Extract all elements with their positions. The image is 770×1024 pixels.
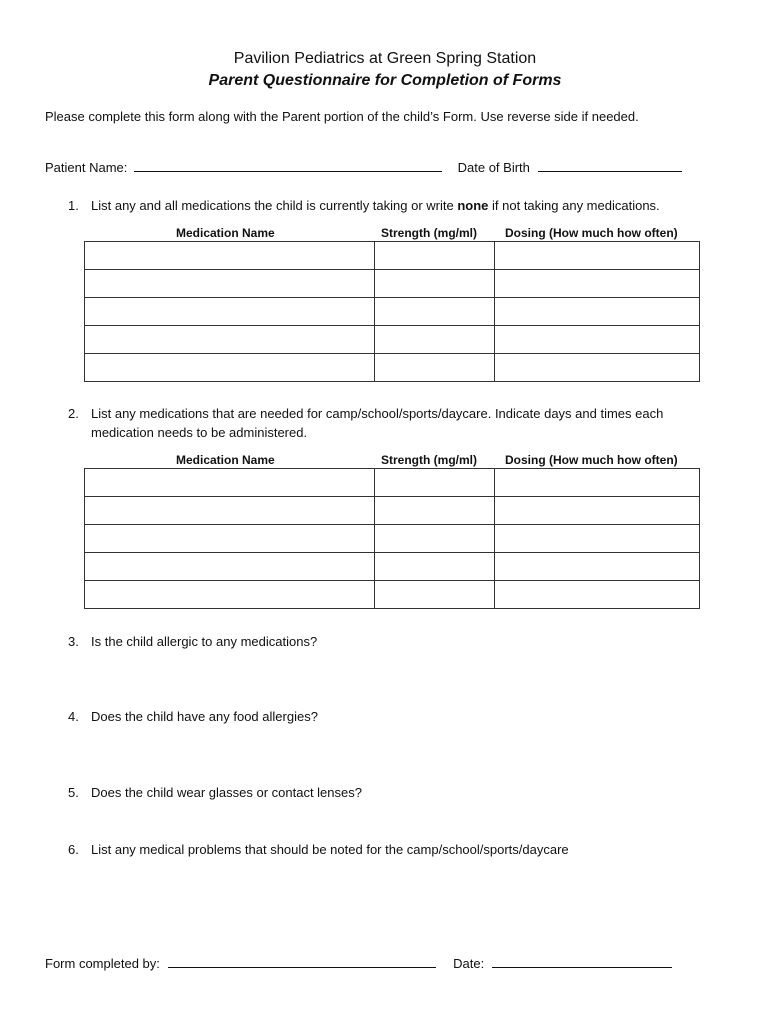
dosing-cell[interactable] [495, 581, 700, 609]
question-text: List any medications that are needed for camp/school/sports/daycare. Indicate days and times each medication needs to be administered. [91, 406, 664, 440]
completed-by-row [45, 955, 672, 971]
question-text: List any and all medications the child is currently taking or write none if not taking any medications. [91, 198, 660, 213]
question-number: 1. [68, 198, 79, 213]
current-medications-table [84, 241, 700, 382]
col-header-dosing: Dosing (How much how often) [505, 453, 678, 467]
col-header-strength: Strength (mg/ml) [381, 453, 477, 467]
dosing-cell[interactable] [495, 270, 700, 298]
question-text: Does the child have any food allergies? [91, 709, 318, 724]
medication-name-cell[interactable] [85, 581, 375, 609]
patient-name-label: Patient Name: [45, 160, 128, 175]
strength-cell[interactable] [375, 525, 495, 553]
medication-name-cell[interactable] [85, 354, 375, 382]
table-row [85, 270, 700, 298]
col-header-dosing: Dosing (How much how often) [505, 226, 678, 240]
completed-by-field[interactable] [168, 955, 436, 968]
table-row [85, 469, 700, 497]
date-label: Date: [453, 956, 485, 971]
strength-cell[interactable] [375, 469, 495, 497]
dosing-cell[interactable] [495, 354, 700, 382]
table-row [85, 525, 700, 553]
completed-by-label: Form completed by: [45, 956, 160, 971]
dosing-cell[interactable] [495, 497, 700, 525]
question-number: 4. [68, 709, 79, 724]
table-row [85, 242, 700, 270]
table-row [85, 553, 700, 581]
strength-cell[interactable] [375, 497, 495, 525]
medication-name-cell[interactable] [85, 270, 375, 298]
medication-name-cell[interactable] [85, 242, 375, 270]
dosing-cell[interactable] [495, 525, 700, 553]
dosing-cell[interactable] [495, 469, 700, 497]
table-row [85, 581, 700, 609]
patient-name-field[interactable] [134, 159, 442, 172]
question-number: 5. [68, 785, 79, 800]
table-row [85, 497, 700, 525]
medication-name-cell[interactable] [85, 469, 375, 497]
strength-cell[interactable] [375, 326, 495, 354]
strength-cell[interactable] [375, 354, 495, 382]
medication-name-cell[interactable] [85, 326, 375, 354]
question-text: Does the child wear glasses or contact lenses? [91, 785, 362, 800]
question-number: 6. [68, 842, 79, 857]
clinic-name: Pavilion Pediatrics at Green Spring Station [233, 50, 537, 67]
question-text: Is the child allergic to any medications? [91, 634, 318, 649]
form-title: Parent Questionnaire for Completion of Forms [208, 72, 562, 89]
question-number: 3. [68, 634, 79, 649]
medication-name-cell[interactable] [85, 525, 375, 553]
dosing-cell[interactable] [495, 298, 700, 326]
medication-name-cell[interactable] [85, 553, 375, 581]
strength-cell[interactable] [375, 242, 495, 270]
dob-field[interactable] [538, 159, 682, 172]
intro-instructions: Please complete this form along with the Parent portion of the child’s Form. Use reverse side if needed. [45, 109, 639, 124]
strength-cell[interactable] [375, 553, 495, 581]
table-row [85, 354, 700, 382]
table-row [85, 298, 700, 326]
strength-cell[interactable] [375, 581, 495, 609]
col-header-strength: Strength (mg/ml) [381, 226, 477, 240]
dosing-cell[interactable] [495, 242, 700, 270]
medication-name-cell[interactable] [85, 298, 375, 326]
question-text: List any medical problems that should be noted for the camp/school/sports/daycare [91, 842, 569, 857]
dosing-cell[interactable] [495, 553, 700, 581]
activity-medications-table [84, 468, 700, 609]
table-row [85, 326, 700, 354]
strength-cell[interactable] [375, 298, 495, 326]
col-header-medication: Medication Name [176, 226, 275, 240]
patient-name-row [45, 159, 682, 175]
dob-label: Date of Birth [457, 160, 530, 175]
date-field[interactable] [492, 955, 672, 968]
strength-cell[interactable] [375, 270, 495, 298]
col-header-medication: Medication Name [176, 453, 275, 467]
question-number: 2. [68, 406, 79, 421]
medication-name-cell[interactable] [85, 497, 375, 525]
dosing-cell[interactable] [495, 326, 700, 354]
